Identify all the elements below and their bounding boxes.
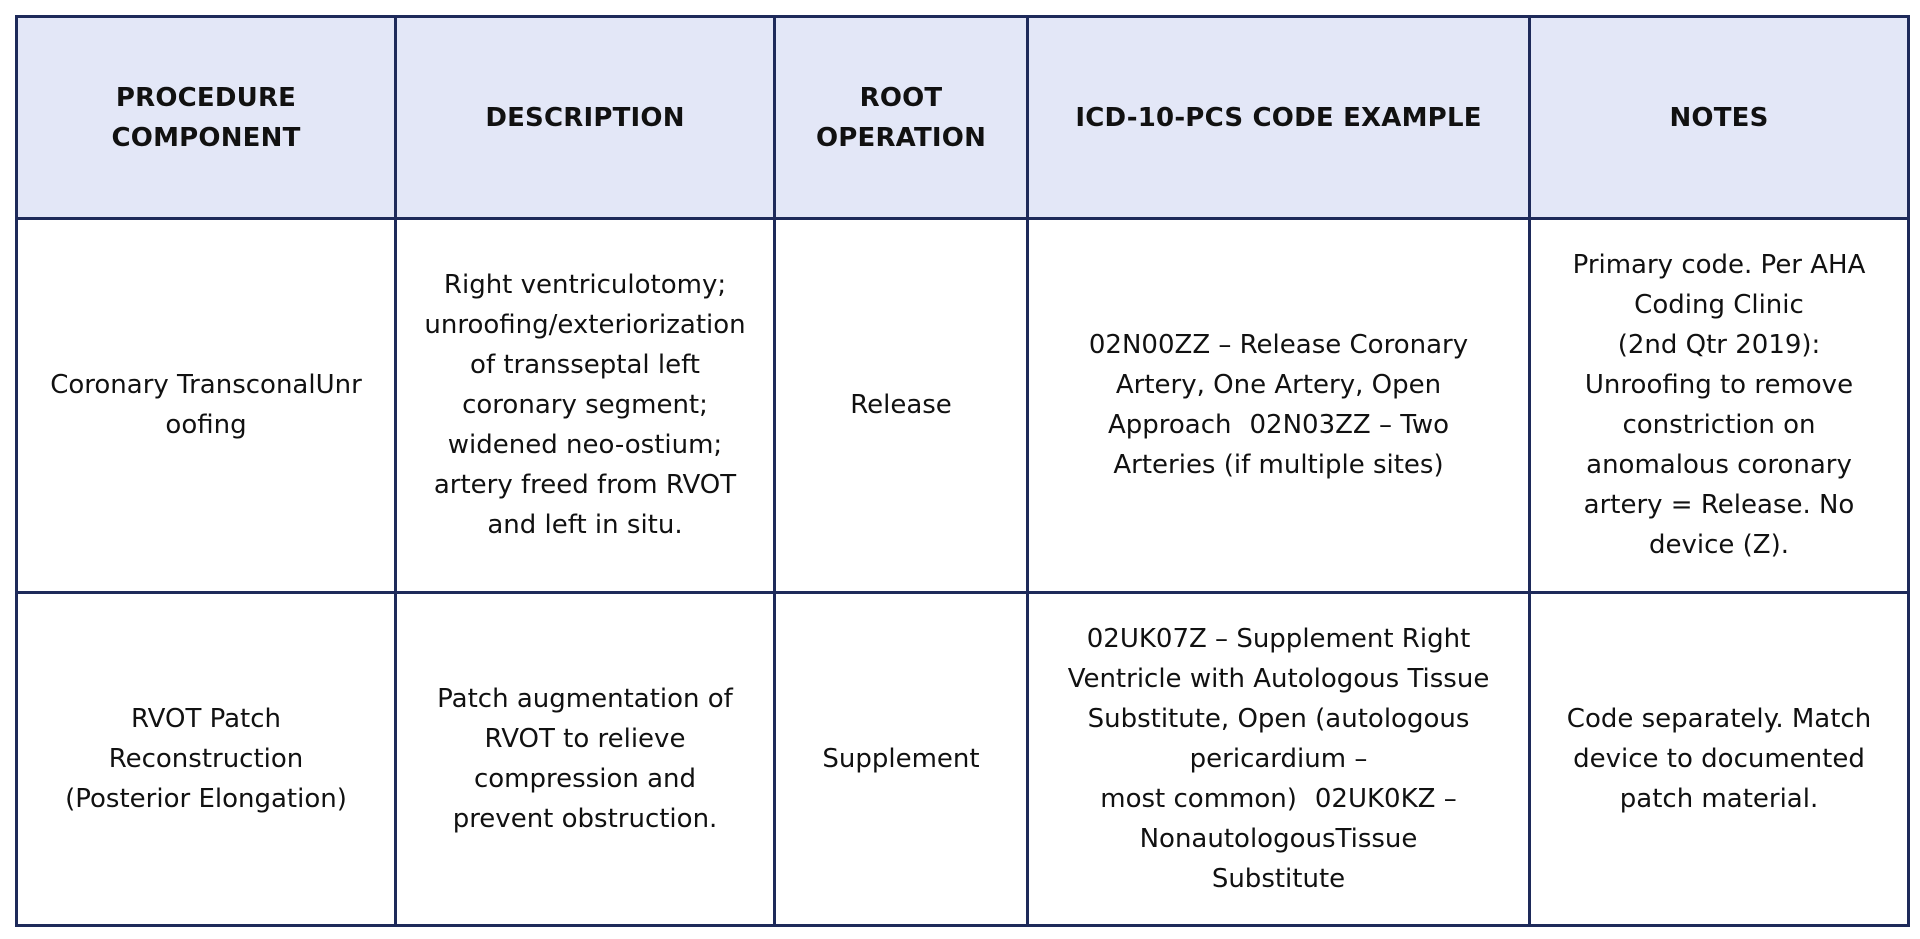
cell-notes: Primary code. Per AHA Coding Clinic (2nd Qtr 2019): Unroofing to remove constriction on anomalous coronary artery = Release. No device (Z). — [1530, 219, 1909, 593]
cell-procedure-component: RVOT Patch Reconstruction (Posterior Elongation) — [17, 592, 396, 925]
table-row — [17, 592, 1909, 925]
coding-table-container — [15, 15, 1907, 927]
header-icd-10-pcs-code-example: ICD-10-PCS CODE EXAMPLE — [1028, 17, 1530, 219]
cell-description: Patch augmentation of RVOT to relieve compression and prevent obstruction. — [396, 592, 775, 925]
table-row — [17, 219, 1909, 593]
header-procedure-component: PROCEDURE COMPONENT — [17, 17, 396, 219]
header-row — [17, 17, 1909, 219]
cell-code-example: 02UK07Z – Supplement Right Ventricle with Autologous Tissue Substitute, Open (autologous pericardium – most common) 02UK0KZ – NonautologousTissue Substitute — [1028, 592, 1530, 925]
cell-description: Right ventriculotomy; unroofing/exteriorization of transseptal left coronary segment; widened neo-ostium; artery freed from RVOT and left in situ. — [396, 219, 775, 593]
cell-root-operation: Release — [775, 219, 1028, 593]
cell-procedure-component: Coronary TransconalUnr oofing — [17, 219, 396, 593]
cell-root-operation: Supplement — [775, 592, 1028, 925]
header-notes: NOTES — [1530, 17, 1909, 219]
header-root-operation: ROOT OPERATION — [775, 17, 1028, 219]
cell-notes: Code separately. Match device to documented patch material. — [1530, 592, 1909, 925]
icd-coding-table — [15, 15, 1910, 927]
cell-code-example: 02N00ZZ – Release Coronary Artery, One Artery, Open Approach 02N03ZZ – Two Arteries (if multiple sites) — [1028, 219, 1530, 593]
header-description: DESCRIPTION — [396, 17, 775, 219]
